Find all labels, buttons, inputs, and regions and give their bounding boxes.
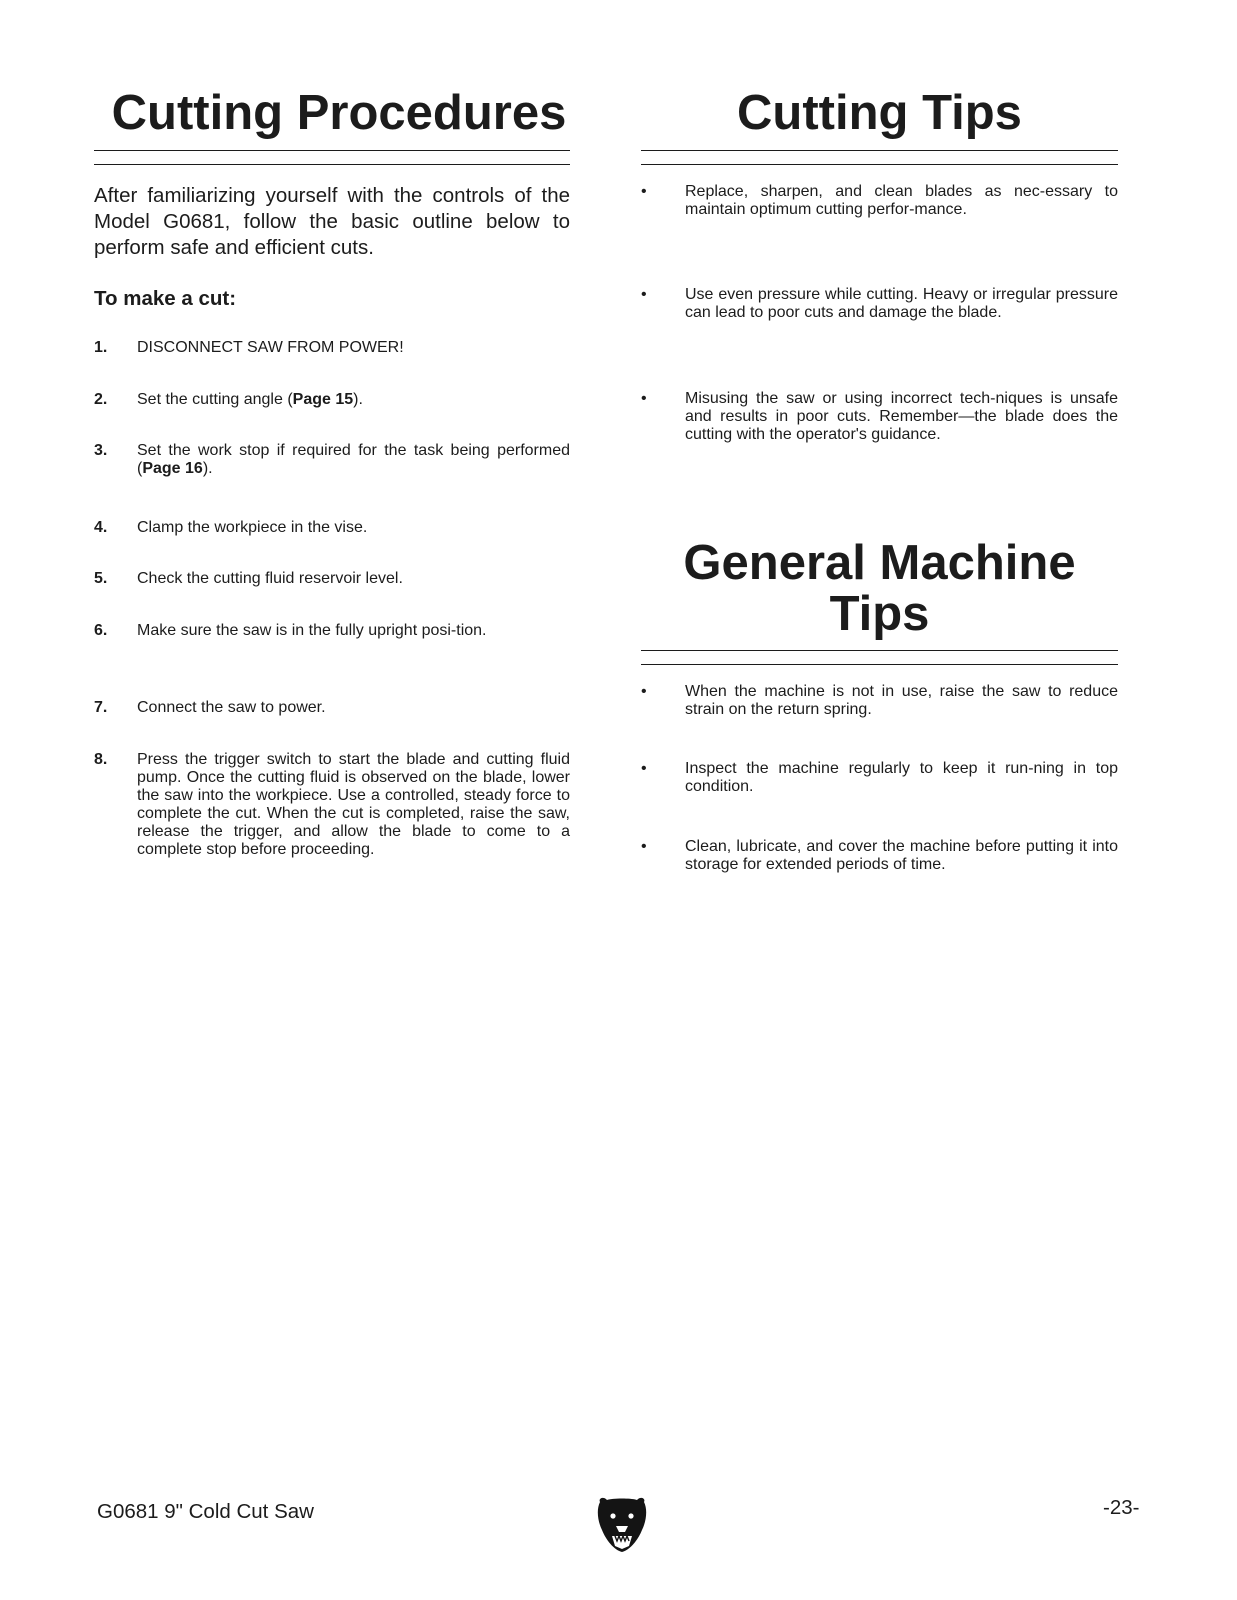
bullet-icon: • xyxy=(641,838,647,855)
step-text: DISCONNECT SAW FROM POWER! xyxy=(137,339,404,356)
cutting-tip-item xyxy=(641,390,1118,444)
step-number: 3. xyxy=(94,442,108,459)
step-number: 5. xyxy=(94,570,108,587)
step-text: Connect the saw to power. xyxy=(137,699,326,716)
bullet-icon: • xyxy=(641,286,647,303)
general-tip-item xyxy=(641,838,1118,874)
step-text-post: ). xyxy=(202,460,213,477)
step-text-pre: Set the cutting angle ( xyxy=(137,391,293,408)
step-text: Press the trigger switch to start the blade and cutting fluid pump. Once the cutting fluid is observed on the blade, lower the saw into the workpiece. Use a controlled, steady force to complete the cut. When the cut is completed, raise the saw, release the trigger, and allow the blade to come to a complete stop before proceeding. xyxy=(137,751,570,858)
step-text-post: ). xyxy=(353,391,363,408)
step-2 xyxy=(94,391,570,409)
step-text: Check the cutting fluid reservoir level. xyxy=(137,570,403,587)
tip-text: Misusing the saw or using incorrect tech-niques is unsafe and results in poor cuts. Remember—the blade does the cutting with the operator's guidance. xyxy=(685,390,1118,443)
step-4 xyxy=(94,519,570,537)
step-5 xyxy=(94,570,570,588)
step-number: 1. xyxy=(94,339,108,356)
step-number: 6. xyxy=(94,622,108,639)
footer-model: G0681 9" Cold Cut Saw xyxy=(97,1500,314,1523)
general-machine-tips-title xyxy=(641,538,1118,640)
general-tip-item xyxy=(641,760,1118,796)
title-rule-top xyxy=(641,650,1118,651)
tip-text: Use even pressure while cutting. Heavy or irregular pressure can lead to poor cuts and damage the blade. xyxy=(685,286,1118,321)
general-tip-item xyxy=(641,683,1118,719)
title-rule-top xyxy=(641,150,1118,151)
title-line-2: Tips xyxy=(829,587,930,641)
bullet-icon: • xyxy=(641,760,647,777)
cutting-tip-item xyxy=(641,183,1118,219)
bullet-icon: • xyxy=(641,390,647,407)
step-number: 4. xyxy=(94,519,108,536)
tip-text: Replace, sharpen, and clean blades as nec-essary to maintain optimum cutting perfor-mance. xyxy=(685,183,1118,218)
step-number: 2. xyxy=(94,391,108,408)
tip-text: Inspect the machine regularly to keep it run-ning in top condition. xyxy=(685,760,1118,795)
title-rule-bottom xyxy=(94,164,570,165)
step-3 xyxy=(94,442,570,478)
title-rule-top xyxy=(94,150,570,151)
step-7 xyxy=(94,699,570,717)
intro-paragraph: After familiarizing yourself with the controls of the Model G0681, follow the basic outline below to perform safe and efficient cuts. xyxy=(94,184,570,259)
bullet-icon: • xyxy=(641,183,647,200)
step-text: Make sure the saw is in the fully upright posi-tion. xyxy=(137,622,487,639)
step-8 xyxy=(94,751,570,859)
step-1 xyxy=(94,339,570,357)
step-text-pre: Set the work stop if required for the task being performed ( xyxy=(137,442,570,477)
page-reference: Page 15 xyxy=(292,391,354,408)
cutting-procedures-title: Cutting Procedures xyxy=(111,86,567,140)
cutting-tip-item xyxy=(641,286,1118,322)
bear-head-logo-icon xyxy=(596,1496,648,1554)
tip-text: When the machine is not in use, raise the saw to reduce strain on the return spring. xyxy=(685,683,1118,718)
title-line-1: General Machine xyxy=(683,536,1076,590)
title-rule-bottom xyxy=(641,164,1118,165)
cutting-tips-title: Cutting Tips xyxy=(737,86,1022,140)
step-6 xyxy=(94,622,570,640)
bullet-icon: • xyxy=(641,683,647,700)
title-rule-bottom xyxy=(641,664,1118,665)
footer-page-number: -23- xyxy=(1103,1496,1140,1519)
step-number: 8. xyxy=(94,751,108,768)
step-number: 7. xyxy=(94,699,108,716)
step-text xyxy=(137,442,570,478)
make-cut-subheading: To make a cut: xyxy=(94,287,237,310)
page-reference: Page 16 xyxy=(142,460,203,477)
tip-text: Clean, lubricate, and cover the machine before putting it into storage for extended periods of time. xyxy=(685,838,1118,873)
step-text xyxy=(137,391,570,409)
step-text: Clamp the workpiece in the vise. xyxy=(137,519,368,536)
